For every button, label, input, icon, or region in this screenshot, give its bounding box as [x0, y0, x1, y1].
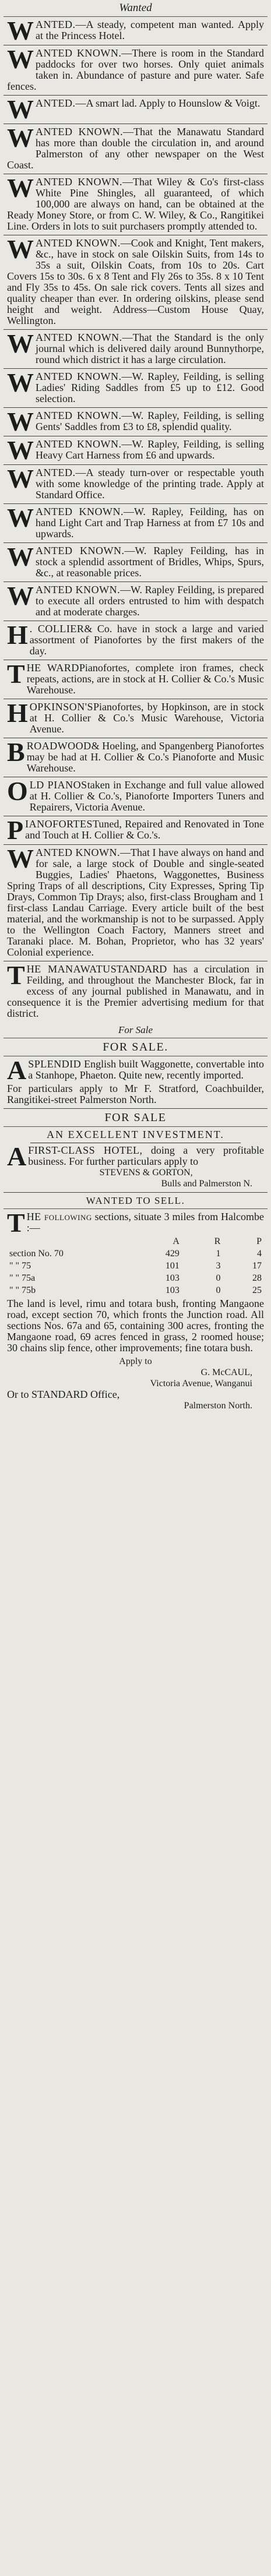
ad-body: Tuned, Repaired and Renovated in Tone and Touch at H. Collier & Co.'s. [25, 818, 264, 841]
dropcap: W [7, 845, 34, 873]
ad-body: —W. Rapley, Feilding, is selling Gents' Saddles from £3 to £8, splendid quality. [36, 410, 264, 432]
table-row [7, 1248, 264, 1260]
table-cell: " " 75a [9, 1273, 36, 1283]
dropcap: W [7, 17, 34, 45]
classified-ad [3, 504, 268, 543]
ad-apply: For particulars apply to Mr F. Stratford, Coachbuilder, Rangitikei-street Palmerston North. [7, 1083, 264, 1105]
classified-ad [3, 961, 268, 1022]
ad-lead: FIRST-CLASS HOTEL, [28, 1144, 143, 1156]
table-cell: 103 [165, 1273, 180, 1283]
ad-signature-1: STEVENS & GORTON, [99, 1168, 193, 1178]
ad-lead: . COLLIER [29, 623, 85, 635]
column-header: P [256, 1236, 262, 1246]
table-row [7, 1260, 264, 1272]
ad-lead: HE WARD [26, 662, 79, 674]
dropcap: W [7, 543, 34, 572]
classified-ad [3, 845, 268, 961]
classified-ad [3, 699, 268, 738]
dropcap: H [7, 621, 28, 650]
classified-ad [3, 369, 268, 408]
ad-signature-address: Victoria Avenue, Wanganui [150, 1379, 252, 1389]
ad-column [3, 0, 268, 1414]
dropcap: A [7, 1056, 27, 1085]
ad-lead: HE following [26, 1211, 92, 1222]
dropcap: W [7, 235, 34, 264]
section-heading-wanted: Wanted [3, 0, 268, 17]
ad-body: —A smart lad. Apply to Hounslow & Voigt. [75, 97, 261, 109]
dropcap: W [7, 582, 34, 611]
ad-waggonette [3, 1056, 268, 1109]
ad-body: STANDARD has a circulation in Feilding, and throughout the Manchester Block, far in excess of any journal published in Manawatu, and in consequence it is the Premier advertising medium for that district. [7, 963, 265, 1019]
ad-body: —That the Manawatu Standard has more than double the circulation in, and around Palmerston of any other newspaper on the West Coast. [7, 126, 264, 171]
dropcap: B [7, 738, 25, 767]
ad-lead: ANTED. [36, 19, 76, 30]
ad-lead: ANTED KNOWN. [36, 176, 122, 188]
ad-lead: ANTED KNOWN. [36, 545, 125, 556]
ad-lead: ANTED KNOWN. [36, 438, 122, 450]
ad-apply: Apply to [119, 1356, 152, 1366]
ad-lead: HE MANAWATU [26, 963, 111, 975]
ad-signature-name: G. McCAUL, [200, 1368, 252, 1377]
ad-signature-2: Bulls and Palmerston N. [161, 1179, 252, 1189]
classified-ad [3, 124, 268, 174]
dropcap: W [7, 174, 34, 203]
ad-body: doing a very profitable business. For further particulars apply to [28, 1144, 264, 1167]
for-sale-heading-2: FOR SALE [3, 1109, 268, 1127]
ad-body: —A steady turn-over or respectable youth with some knowledge of the printing trade. Apply at Standard Office. [36, 467, 264, 501]
ad-lead: OPKINSON'S [29, 701, 94, 713]
table-cell: 4 [257, 1249, 262, 1259]
ad-lead: SPLENDID [28, 1058, 82, 1070]
table-cell: 25 [252, 1285, 262, 1295]
ad-intro: sections, situate 3 miles from Halcombe :— [26, 1211, 265, 1234]
dropcap: W [7, 408, 34, 436]
classified-ad [3, 174, 268, 235]
ad-body: —W. Rapley, Feilding, is selling Heavy Cart Harness from £6 and upwards. [36, 438, 264, 461]
ad-title: AN EXCELLENT INVESTMENT. [47, 1129, 224, 1140]
ad-body: —W. Rapley, Feilding, is selling Ladies' Riding Saddles from £5 up to £12. Good selection. [36, 371, 264, 404]
sections-table-body [7, 1248, 264, 1296]
ad-lead: ROADWOOD [26, 740, 91, 752]
dropcap: W [7, 96, 34, 124]
for-sale-heading-small: For Sale [3, 1022, 268, 1038]
ad-body: —Cook and Knight, Tent makers, &c., have in stock on sale Oilskin Suits, from 14s to 35s a suit, Oilskin Coats, from 10s to 20s. Cart Covers 15s to 30s. 6 x 8 Tent and Fly 26s to 35s. 8 x 10 Tent and Fly 35s to 45s. On sale rick covers. Tents all sizes and quality cheaper than ever. In ordering oilskins, please send height and weight. Address—Custom House Quay, Wellington. [7, 237, 264, 326]
ad-lead: ANTED. [36, 467, 76, 478]
dropcap: A [7, 1141, 27, 1171]
ad-sections [3, 1209, 268, 1414]
classified-ad [3, 621, 268, 660]
ad-body: —W. Rapley, Feilding, has on hand Light Cart and Trap Harness at from £7 10s and upwards. [36, 506, 264, 540]
dropcap: W [7, 124, 34, 153]
dropcap: W [7, 465, 34, 494]
table-cell: 17 [252, 1261, 262, 1271]
ad-lead: ANTED KNOWN. [36, 847, 120, 858]
column-header: A [173, 1236, 180, 1246]
classified-ads-list [3, 17, 268, 1022]
table-cell: 0 [216, 1285, 221, 1295]
dropcap: T [7, 660, 25, 689]
dropcap: W [7, 369, 34, 397]
ad-body: & Hoeling, and Spangenberg Pianofortes may be had at H. Collier & Co.'s Pianoforte and Music Warehouse. [26, 740, 264, 774]
classified-ad [3, 543, 268, 582]
classified-ad [3, 738, 268, 777]
ad-lead: ANTED KNOWN. [36, 237, 121, 249]
classified-ad [3, 777, 268, 816]
classified-ad [3, 17, 268, 45]
ad-signature-city: Palmerston North. [184, 1401, 252, 1411]
ad-body: The land is level, rimu and totara bush, fronting Mangaone road, except section 70, which fronts the Junction road. All sections Nos. 67a and 65, containing 300 acres, fronting the Mangaone road, 69 acres fenced in grass, 2 roomed house; 30 chains slip fence, other improvements; fine totara bush. [7, 1298, 264, 1354]
classified-ad [3, 408, 268, 436]
table-cell: 429 [165, 1249, 180, 1259]
table-cell: 0 [216, 1273, 221, 1283]
ad-or-to: Or to STANDARD Office, [7, 1389, 120, 1400]
ad-body: —W. Rapley Feilding, is prepared to execute all orders entrusted to him with despatch and at moderate charges. [36, 584, 264, 618]
ad-body: Pianofortes, complete iron frames, check repeats, actions, are in stock at H. Collier & Co.'s Music Warehouse. [26, 662, 264, 696]
table-cell: 103 [165, 1285, 180, 1295]
table-cell: " " 75b [9, 1285, 36, 1295]
ad-body: —That the Standard is the only journal which is delivered daily around Bunnythorpe, round which district it has a large circulation. [36, 332, 264, 365]
ad-body: —There is room in the Standard paddocks for over two horses. Only quiet animals taken in. Abundance of pasture and pure water. Safe fences. [7, 47, 264, 92]
ad-lead: ANTED KNOWN. [36, 47, 122, 59]
dropcap: T [7, 961, 25, 990]
ad-body: & Co. have in stock a large and varied assortment of Pianofortes by the first makers of the day. [29, 623, 264, 657]
ad-lead: IANOFORTES [25, 818, 93, 830]
dropcap: P [7, 816, 24, 845]
table-cell: " " 75 [9, 1261, 31, 1271]
table-cell: 1 [216, 1249, 221, 1259]
table-cell: section No. 70 [9, 1249, 64, 1259]
table-cell: 101 [165, 1261, 180, 1271]
dropcap: O [7, 777, 28, 806]
column-header: R [214, 1236, 221, 1246]
ad-lead: ANTED KNOWN. [36, 410, 122, 421]
dropcap: W [7, 330, 34, 358]
sections-table [7, 1235, 264, 1296]
classified-ad [3, 45, 268, 96]
ad-lead: ANTED KNOWN. [36, 126, 124, 138]
ad-body: taken in Exchange and full value allowed at H. Collier & Co.'s, Pianoforte Importers Tuners and Repairers, Victoria Avenue. [29, 779, 265, 813]
ad-lead: ANTED KNOWN. [36, 371, 122, 382]
ad-body: English built Waggonette, convertable into a Stanhope, Phaeton. Quite new, recently imported. [28, 1058, 265, 1081]
dropcap: W [7, 45, 34, 74]
dropcap: W [7, 436, 34, 465]
classified-ad [3, 96, 268, 124]
ad-body: —W. Rapley Feilding, has in stock a splendid assortment of Bridles, Whips, Spurs, &c., at reasonable prices. [36, 545, 264, 579]
classified-ad [3, 235, 268, 330]
for-sale-heading: FOR SALE. [3, 1038, 268, 1056]
dropcap: W [7, 504, 34, 533]
table-cell: 3 [216, 1261, 221, 1271]
ad-lead: ANTED KNOWN. [36, 584, 121, 595]
classified-ad [3, 582, 268, 621]
classified-ad [3, 330, 268, 369]
ad-lead: LD PIANOS [29, 779, 87, 791]
ad-body: —A steady, competent man wanted. Apply at the Princess Hotel. [36, 19, 264, 41]
table-header-row [7, 1235, 264, 1248]
ad-lead: ANTED. [36, 97, 76, 109]
classified-ad [3, 465, 268, 504]
dropcap: H [7, 699, 28, 728]
wanted-to-sell-heading: WANTED TO SELL. [3, 1193, 268, 1209]
ad-body: —That I have always on hand and for sale, a large stock of Double and single-seated Buggies, Ladies' Phaetons, Waggonettes, Business Spring Traps of all descriptions, City Expresses, Spring Tip Drays, Common Tip Drays; also, first-class Brougham and 1 first-class Landau Carriage. Every article built of the best material, and the workmanship is not to be surpassed. Apply to the Wellington Coach Factory, Manners street and Taranaki place. M. Bohan, Proprietor, who has 32 years' Colonial experience. [7, 847, 265, 958]
ad-body: Pianofortes, by Hopkinson, are in stock at H. Collier & Co.'s Music Warehouse, Victoria Avenue. [29, 701, 264, 735]
table-cell: 28 [252, 1273, 262, 1283]
ad-lead: ANTED KNOWN. [36, 506, 124, 517]
classified-ad [3, 436, 268, 465]
table-row [7, 1284, 264, 1296]
ad-body: —That Wiley & Co's first-class White Pine Shingles, all guaranteed, of which 100,000 are always on hand, can be obtained at the Ready Money Store, or from C. W. Wiley, & Co., Rangitikei Line. Orders in lots to suit purchasers promptly attended to. [7, 176, 264, 232]
classified-ad [3, 660, 268, 699]
dropcap: T [7, 1209, 25, 1238]
classified-ad [3, 816, 268, 845]
ad-lead: ANTED KNOWN. [36, 332, 122, 343]
table-row [7, 1272, 264, 1284]
ad-hotel [3, 1127, 268, 1193]
